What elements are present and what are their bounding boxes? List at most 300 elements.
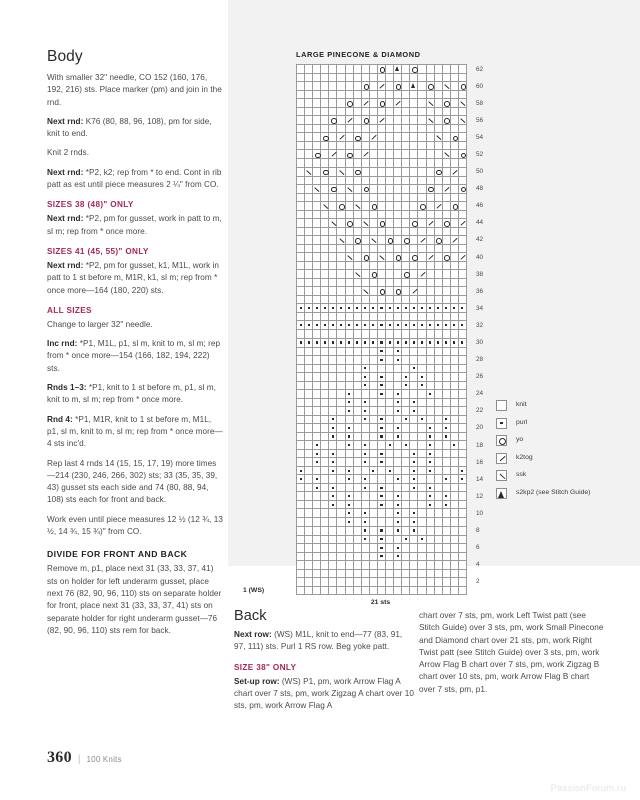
chart-cell — [321, 526, 329, 535]
chart-cell — [458, 176, 466, 184]
yo-symbol-icon — [354, 236, 361, 244]
chart-cell — [353, 577, 361, 586]
chart-cell — [337, 355, 345, 364]
chart-cell — [305, 133, 313, 142]
chart-cell — [329, 133, 337, 142]
chart-cell — [426, 159, 434, 167]
yo-symbol-icon — [354, 168, 361, 176]
chart-cell — [321, 218, 329, 227]
chart-cell — [369, 406, 377, 415]
chart-cell — [377, 253, 385, 262]
chart-cell — [297, 184, 305, 193]
yo-symbol-icon — [497, 436, 506, 445]
chart-cell — [297, 116, 305, 125]
chart-cell — [337, 91, 345, 99]
chart-cell — [418, 355, 426, 364]
chart-cell — [329, 560, 337, 569]
yo-symbol-icon — [459, 82, 466, 90]
chart-cell — [369, 82, 377, 91]
size-heading-41-45-55: SIZES 41 (45, 55)" ONLY — [47, 246, 149, 256]
chart-cell — [353, 91, 361, 99]
chart-cell — [337, 415, 345, 423]
chart-cell — [434, 475, 442, 484]
chart-cell — [297, 586, 305, 594]
chart-cell — [305, 492, 313, 501]
chart-cell — [450, 287, 458, 296]
chart-cell — [337, 577, 345, 586]
chart-cell — [321, 355, 329, 364]
chart-cell — [361, 125, 369, 133]
chart-cell — [394, 218, 402, 227]
chart-cell — [426, 423, 434, 432]
chart-cell — [337, 65, 345, 74]
chart-cell — [329, 432, 337, 440]
chart-cell — [329, 355, 337, 364]
chart-cell — [353, 389, 361, 398]
book-title: 100 Knits — [86, 755, 122, 764]
chart-cell — [329, 535, 337, 543]
chart-cell — [345, 560, 353, 569]
chart-cell — [305, 142, 313, 150]
yo-symbol-icon — [370, 270, 377, 278]
chart-cell — [297, 467, 305, 475]
chart-cell — [305, 218, 313, 227]
chart-cell — [353, 99, 361, 108]
purl-symbol-icon — [427, 501, 434, 508]
chart-row-number-blank — [466, 364, 484, 372]
k2tog-symbol-icon — [410, 287, 417, 295]
chart-cell — [434, 484, 442, 492]
purl-symbol-icon — [362, 304, 369, 312]
chart-cell — [402, 450, 410, 458]
chart-cell — [402, 313, 410, 321]
purl-symbol-icon — [362, 518, 369, 525]
chart-cell — [418, 125, 426, 133]
purl-symbol-icon — [362, 416, 369, 423]
purl-symbol-icon — [329, 501, 336, 508]
chart-cell — [313, 201, 321, 210]
chart-cell — [345, 415, 353, 423]
chart-cell — [345, 65, 353, 74]
chart-cell — [337, 313, 345, 321]
chart-cell — [321, 543, 329, 552]
chart-cell — [410, 389, 418, 398]
chart-cell — [450, 108, 458, 116]
chart-cell — [297, 458, 305, 467]
chart-cell — [394, 125, 402, 133]
chart-cell — [402, 227, 410, 235]
chart-row — [297, 227, 485, 235]
paragraph-text: With smaller 32" needle, CO 152 (160, 176, 192, 216) sts. Place marker (pm) and join in the rnd. — [47, 73, 222, 107]
chart-cell — [361, 150, 369, 159]
chart-cell — [402, 150, 410, 159]
chart-cell — [426, 244, 434, 252]
chart-cell — [410, 82, 418, 91]
chart-cell — [394, 518, 402, 526]
chart-cell — [386, 492, 394, 501]
chart-cell — [321, 142, 329, 150]
chart-cell — [410, 372, 418, 381]
chart-row — [297, 432, 485, 440]
chart-cell — [321, 116, 329, 125]
chart-cell — [434, 235, 442, 244]
purl-symbol-icon — [459, 475, 466, 483]
chart-cell — [458, 415, 466, 423]
chart-cell — [313, 475, 321, 484]
chart-cell — [337, 108, 345, 116]
purl-symbol-icon — [346, 518, 353, 525]
k2tog-symbol-icon — [427, 219, 434, 227]
chart-cell — [361, 450, 369, 458]
chart-cell — [410, 501, 418, 509]
paragraph-text: Work even until piece measures 12 ½ (12 ¾, 13 ½, 14 ¾, 15 ¾)" from CO. — [47, 514, 223, 537]
chart-cell — [394, 355, 402, 364]
back-instructions-column — [234, 608, 414, 719]
purl-symbol-icon — [378, 527, 385, 535]
chart-cell — [410, 176, 418, 184]
chart-cell — [321, 330, 329, 338]
chart-cell — [418, 262, 426, 270]
purl-symbol-icon — [418, 304, 425, 312]
chart-cell — [434, 423, 442, 432]
chart-cell — [442, 586, 450, 594]
chart-cell — [394, 193, 402, 201]
chart-cell — [361, 287, 369, 296]
chart-cell — [337, 201, 345, 210]
chart-row-number-blank — [466, 91, 484, 99]
chart-cell — [450, 450, 458, 458]
chart-row-number: 4 — [475, 561, 480, 569]
chart-cell — [329, 304, 337, 313]
chart-cell — [305, 262, 313, 270]
purl-symbol-icon — [346, 424, 353, 432]
purl-symbol-icon — [346, 501, 353, 508]
chart-cell — [337, 364, 345, 372]
chart-cell — [313, 501, 321, 509]
chart-cell — [394, 577, 402, 586]
chart-cell — [313, 398, 321, 406]
chart-cell — [394, 569, 402, 577]
chart-row — [297, 458, 485, 467]
chart-row — [297, 82, 485, 91]
chart-row — [297, 389, 485, 398]
legend-swatch-s2kp2 — [496, 488, 507, 499]
chart-cell — [305, 509, 313, 518]
chart-cell — [426, 415, 434, 423]
chart-cell — [369, 432, 377, 440]
chart-cell — [410, 210, 418, 218]
purl-symbol-icon — [346, 390, 353, 398]
chart-cell — [361, 372, 369, 381]
ssk-symbol-icon — [459, 116, 466, 124]
chart-cell — [353, 535, 361, 543]
chart-cell — [402, 142, 410, 150]
chart-cell — [345, 347, 353, 355]
chart-cell — [386, 218, 394, 227]
chart-cell — [313, 270, 321, 279]
chart-cell — [434, 287, 442, 296]
chart-row — [297, 287, 485, 296]
chart-cell — [321, 201, 329, 210]
chart-cell — [377, 389, 385, 398]
chart-cell — [337, 458, 345, 467]
paragraph-text: *P2, k2; rep from * to end. Cont in rib patt as est until piece measures 2 ¼" from CO. — [47, 167, 222, 190]
chart-cell — [450, 244, 458, 252]
chart-cell — [313, 218, 321, 227]
chart-cell — [386, 201, 394, 210]
chart-cell — [313, 518, 321, 526]
chart-cell — [458, 296, 466, 304]
chart-cell — [377, 193, 385, 201]
chart-cell — [418, 133, 426, 142]
chart-cell — [418, 65, 426, 74]
chart-cell — [369, 253, 377, 262]
purl-symbol-icon — [354, 321, 361, 329]
chart-cell — [402, 125, 410, 133]
chart-cell — [353, 475, 361, 484]
purl-symbol-icon — [410, 321, 417, 329]
purl-symbol-icon — [346, 492, 353, 500]
chart-cell — [369, 364, 377, 372]
chart-cell — [321, 398, 329, 406]
chart-cell — [434, 150, 442, 159]
chart-cell — [450, 133, 458, 142]
chart-cell — [329, 467, 337, 475]
chart-cell — [410, 432, 418, 440]
chart-cell — [337, 569, 345, 577]
ssk-symbol-icon — [427, 99, 434, 107]
paragraph-text: (WS) M1L, knit to end—77 (83, 91, 97, 111) sts. Purl 1 RS row. Beg yoke patt. — [234, 630, 403, 652]
chart-cell — [305, 91, 313, 99]
chart-cell — [313, 432, 321, 440]
chart-cell — [426, 330, 434, 338]
chart-cell — [394, 475, 402, 484]
chart-cell — [418, 296, 426, 304]
chart-cell — [321, 509, 329, 518]
chart-cell — [410, 406, 418, 415]
chart-cell — [402, 253, 410, 262]
chart-cell — [434, 467, 442, 475]
chart-cell — [305, 406, 313, 415]
chart-cell — [418, 543, 426, 552]
chart-row — [297, 526, 485, 535]
chart-cell — [369, 441, 377, 450]
chart-cell — [321, 65, 329, 74]
chart-cell — [386, 406, 394, 415]
chart-cell — [369, 338, 377, 347]
chart-cell — [353, 313, 361, 321]
legend-item — [496, 435, 616, 446]
chart-cell — [434, 167, 442, 176]
chart-cell — [353, 381, 361, 389]
chart-cell — [434, 398, 442, 406]
purl-symbol-icon — [378, 536, 385, 543]
chart-cell — [450, 91, 458, 99]
chart-cell — [369, 313, 377, 321]
chart-cell — [321, 518, 329, 526]
legend-label: ssk — [516, 471, 527, 478]
chart-cell — [345, 381, 353, 389]
chart-cell — [386, 330, 394, 338]
chart-cell — [434, 210, 442, 218]
chart-cell — [345, 296, 353, 304]
chart-cell — [418, 99, 426, 108]
chart-cell — [426, 347, 434, 355]
chart-row-number-blank — [466, 432, 484, 440]
chart-cell — [418, 526, 426, 535]
purl-symbol-icon — [394, 509, 401, 517]
chart-cell — [418, 501, 426, 509]
chart-cell — [297, 389, 305, 398]
chart-cell — [313, 321, 321, 330]
purl-symbol-icon — [443, 475, 450, 483]
chart-cell — [434, 82, 442, 91]
legend-swatch-knit — [496, 400, 507, 411]
chart-cell — [386, 372, 394, 381]
purl-symbol-icon — [435, 321, 442, 329]
purl-symbol-icon — [321, 304, 328, 312]
paragraph-text: *P1, M1R, knit to 1 st before m, M1L, p1, sl m, knit to m, sl m; rep from * once more—4 sts inc'd. — [47, 414, 223, 449]
chart-cell — [418, 167, 426, 176]
chart-cell — [394, 450, 402, 458]
chart-cell — [337, 441, 345, 450]
chart-cell — [450, 338, 458, 347]
chart-cell — [329, 193, 337, 201]
chart-cell — [386, 569, 394, 577]
chart-cell — [458, 509, 466, 518]
chart-cell — [426, 484, 434, 492]
chart-cell — [377, 577, 385, 586]
chart-row — [297, 91, 485, 99]
chart-cell — [321, 253, 329, 262]
purl-symbol-icon — [418, 416, 425, 423]
purl-symbol-icon — [427, 339, 434, 347]
chart-row — [297, 296, 485, 304]
chart-cell — [458, 133, 466, 142]
chart-cell — [369, 501, 377, 509]
chart-cell — [345, 210, 353, 218]
chart-cell — [361, 535, 369, 543]
chart-cell — [434, 355, 442, 364]
chart-cell — [450, 381, 458, 389]
legend-label: yo — [516, 436, 524, 443]
purl-symbol-icon — [362, 321, 369, 329]
chart-cell — [297, 296, 305, 304]
chart-row — [297, 150, 485, 159]
chart-cell — [337, 270, 345, 279]
chart-cell — [353, 116, 361, 125]
chart-cell — [321, 287, 329, 296]
chart-cell — [297, 218, 305, 227]
chart-cell — [337, 475, 345, 484]
purl-symbol-icon — [386, 467, 393, 474]
chart-cell — [377, 347, 385, 355]
k2tog-symbol-icon — [346, 116, 353, 124]
chart-cell — [329, 398, 337, 406]
chart-cell — [426, 74, 434, 82]
chart-row-number-blank — [466, 398, 484, 406]
chart-cell — [410, 355, 418, 364]
chart-cell — [418, 484, 426, 492]
chart-cell — [321, 552, 329, 560]
s2kp2-symbol-icon — [410, 82, 417, 90]
chart-cell — [297, 338, 305, 347]
back-setup-row — [234, 676, 414, 713]
chart-cell — [426, 398, 434, 406]
purl-symbol-icon — [337, 321, 344, 329]
chart-cell — [345, 450, 353, 458]
purl-symbol-icon — [394, 356, 401, 364]
chart-cell — [418, 423, 426, 432]
chart-cell — [297, 150, 305, 159]
chart-cell — [442, 201, 450, 210]
chart-row-number-blank — [466, 279, 484, 287]
legend-item — [496, 400, 616, 411]
chart-cell — [337, 133, 345, 142]
chart-cell — [442, 99, 450, 108]
chart-cell — [313, 279, 321, 287]
chart-cell — [458, 406, 466, 415]
chart-cell — [377, 560, 385, 569]
chart-cell — [361, 577, 369, 586]
chart-row-number-blank — [466, 108, 484, 116]
chart-cell — [394, 423, 402, 432]
chart-cell — [450, 304, 458, 313]
yo-symbol-icon — [418, 202, 425, 210]
chart-cell — [410, 338, 418, 347]
chart-cell — [361, 355, 369, 364]
purl-symbol-icon — [362, 450, 369, 457]
chart-cell — [434, 526, 442, 535]
chart-cell — [297, 406, 305, 415]
chart-cell — [369, 304, 377, 313]
purl-symbol-icon — [313, 339, 320, 347]
chart-cell — [402, 526, 410, 535]
chart-cell — [345, 99, 353, 108]
chart-cell — [450, 176, 458, 184]
chart-cell — [361, 159, 369, 167]
chart-cell — [426, 116, 434, 125]
chart-cell — [369, 492, 377, 501]
chart-cell — [458, 432, 466, 440]
chart-cell — [442, 330, 450, 338]
chart-cell — [321, 475, 329, 484]
chart-cell — [394, 150, 402, 159]
chart-row — [297, 492, 485, 501]
chart-cell — [450, 227, 458, 235]
paragraph-text: *P1, M1L, p1, sl m, knit to m, sl m; rep from * once more—154 (166, 182, 194, 222) sts. — [47, 339, 221, 373]
chart-cell — [369, 279, 377, 287]
chart-cell — [458, 313, 466, 321]
chart-cell — [434, 304, 442, 313]
chart-cell — [434, 99, 442, 108]
purl-symbol-icon — [297, 321, 304, 329]
chart-cell — [450, 262, 458, 270]
chart-cell — [369, 484, 377, 492]
chart-cell — [442, 432, 450, 440]
chart-cell — [329, 270, 337, 279]
chart-cell — [442, 235, 450, 244]
chart-cell — [369, 74, 377, 82]
chart-cell — [450, 279, 458, 287]
chart-cell — [329, 492, 337, 501]
chart-row — [297, 355, 485, 364]
yo-symbol-icon — [386, 236, 393, 244]
chart-cell — [345, 244, 353, 252]
chart-cell — [329, 330, 337, 338]
chart-cell — [442, 167, 450, 176]
back-section-title: Back — [234, 608, 267, 624]
